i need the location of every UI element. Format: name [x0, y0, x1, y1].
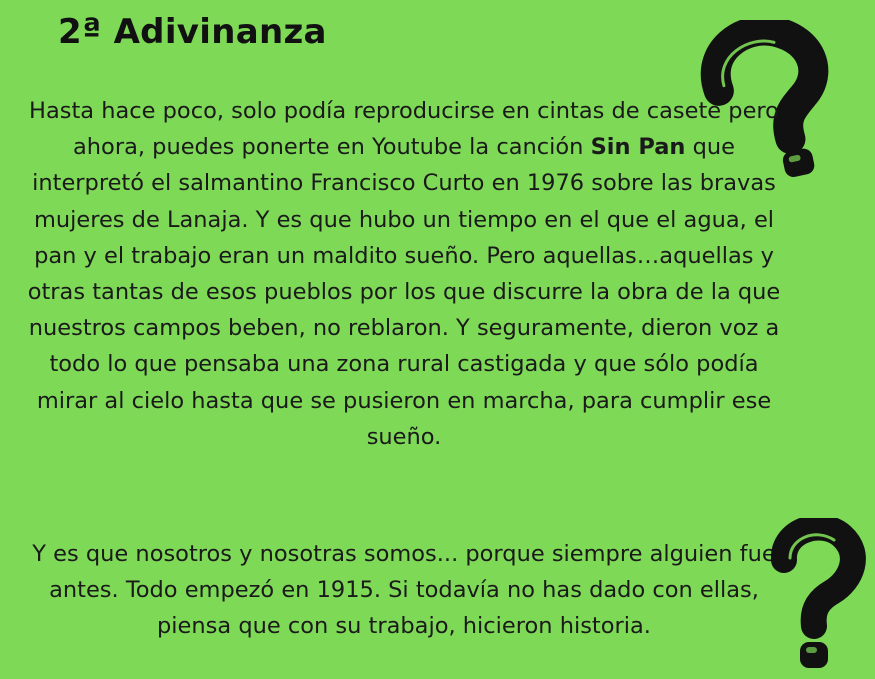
riddle-paragraph-1 [25, 93, 783, 455]
riddle-paragraph-2: Y es que nosotros y nosotras somos... porque siempre alguien fue antes. Todo empezó en 1915. Si todavía no has dado con ellas, piensa que con su trabajo, hicieron historia. [32, 541, 776, 640]
question-mark-icon [760, 518, 868, 674]
song-title: Sin Pan [590, 134, 686, 161]
paragraph-1-text-a: Hasta hace poco, solo podía reproducirse en cintas de casete pero ahora, puedes ponerte en Youtube la canción [29, 98, 779, 161]
riddle-title: 2ª Adivinanza [58, 12, 327, 52]
paragraph-1-text-b: que interpretó el salmantino Francisco Curto en 1976 sobre las bravas mujeres de Lanaja. Y es que hubo un tiempo en el que el agua, el pan y el trabajo eran un maldito sueño. Pero aquellas…aquellas y otras tantas de esos pueblos por los que discurre la obra de la que nuestros campos beben, no reblaron. Y seguramente, dieron voz a todo lo que pensaba una zona rural castigada y que sólo podía mirar al cielo hasta que se pusieron en marcha, para cumplir ese sueño. [27, 134, 781, 450]
